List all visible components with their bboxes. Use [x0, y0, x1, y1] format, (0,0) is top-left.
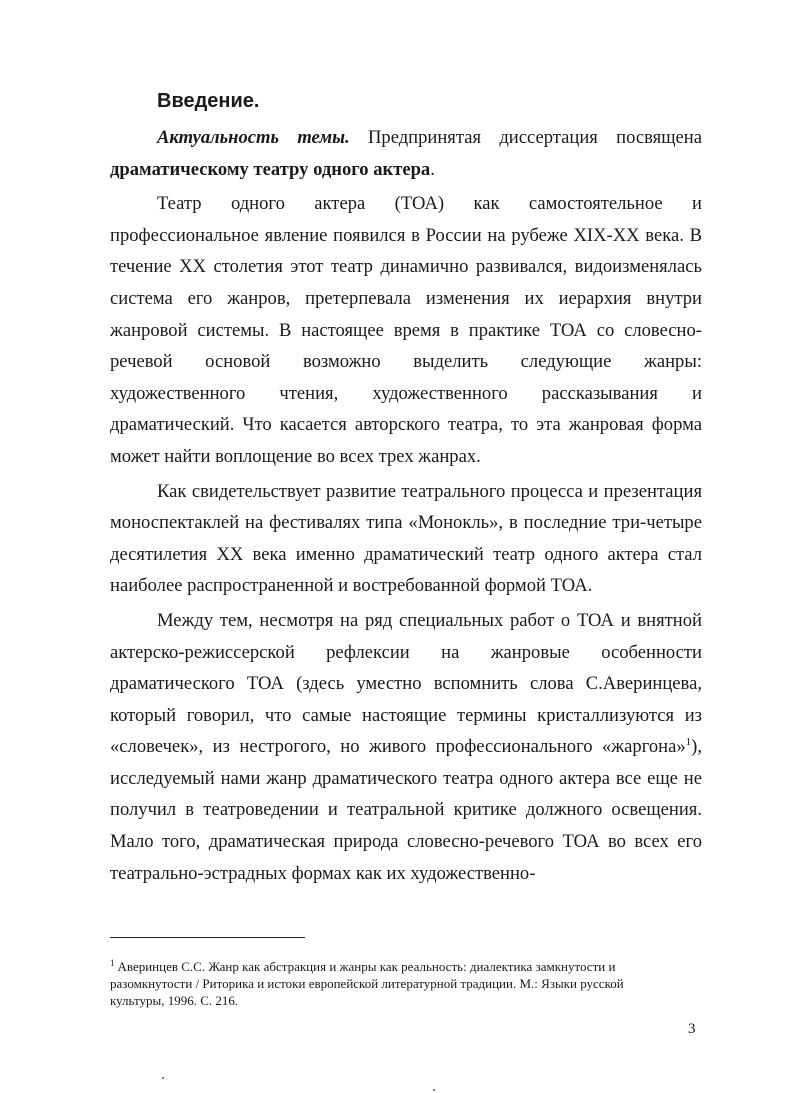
paragraph-text: ), исследуемый нами жанр драматического театра одного актера все еще не получил в театроведении и театральной критике должного освещения. Мало того, драматическая природа словесно-речевого ТОА во всех его театрально-эстрадных формах как их художественно-	[110, 736, 702, 884]
paragraph-end: .	[430, 158, 435, 180]
paragraph-text: Предпринятая диссертация посвящена	[349, 127, 703, 148]
body-text	[110, 122, 702, 889]
section-heading: Введение.	[157, 90, 260, 112]
dissertation-subject: драматическому театру одного актера	[110, 158, 431, 180]
footnote-marker: 1	[110, 957, 115, 968]
scan-speck	[433, 1089, 435, 1091]
footnote-divider	[110, 937, 305, 938]
paragraph-festivals: Как свидетельствует развитие театрального процесса и презентация моноспектаклей на фестивалях типа «Монокль», в последние три-четыре десятилетия XX века именно драматический театр одного актера стал наиболее распространенной и востребованной формой ТОА.	[110, 480, 702, 597]
footnote-reference[interactable]: 1	[685, 736, 692, 749]
paragraph-text: Между тем, несмотря на ряд специальных работ о ТОА и внятной актерско-режиссерской рефлексии на жанровые особенности драматического ТОА (здесь уместно вспомнить слова С.Аверинцева, который говорил, что самые настоящие термины кристаллизуются из «словечек», из нестрогого, но живого профессионального «жаргона»	[110, 609, 702, 758]
footnote	[110, 958, 670, 1009]
footnote-text: Аверинцев С.С. Жанр как абстракция и жанры как реальность: диалектика замкнутости и разомкнутости / Риторика и истоки европейской литературной традиции. М.: Языки русской культуры, 1996. С. 216.	[110, 959, 624, 1008]
paragraph-theatre-history: Театр одного актера (ТОА) как самостоятельное и профессиональное явление появился в России на рубеже XIX-XX века. В течение XX столетия этот театр динамично развивался, видоизменялась система его жанров, претерпевала изменения их иерархия внутри жанровой системы. В настоящее время в практике ТОА со словесно-речевой основой возможно выделить следующие жанры: художественного чтения, художественного рассказывания и драматический. Что касается авторского театра, то эта жанровая форма может найти воплощение во всех трех жанрах.	[110, 193, 702, 467]
relevance-label: Актуальность темы.	[157, 127, 350, 148]
page-number: 3	[688, 1021, 696, 1037]
scan-speck	[162, 1077, 164, 1079]
paragraph-research-gap	[110, 605, 702, 889]
paragraph-relevance	[110, 122, 702, 185]
